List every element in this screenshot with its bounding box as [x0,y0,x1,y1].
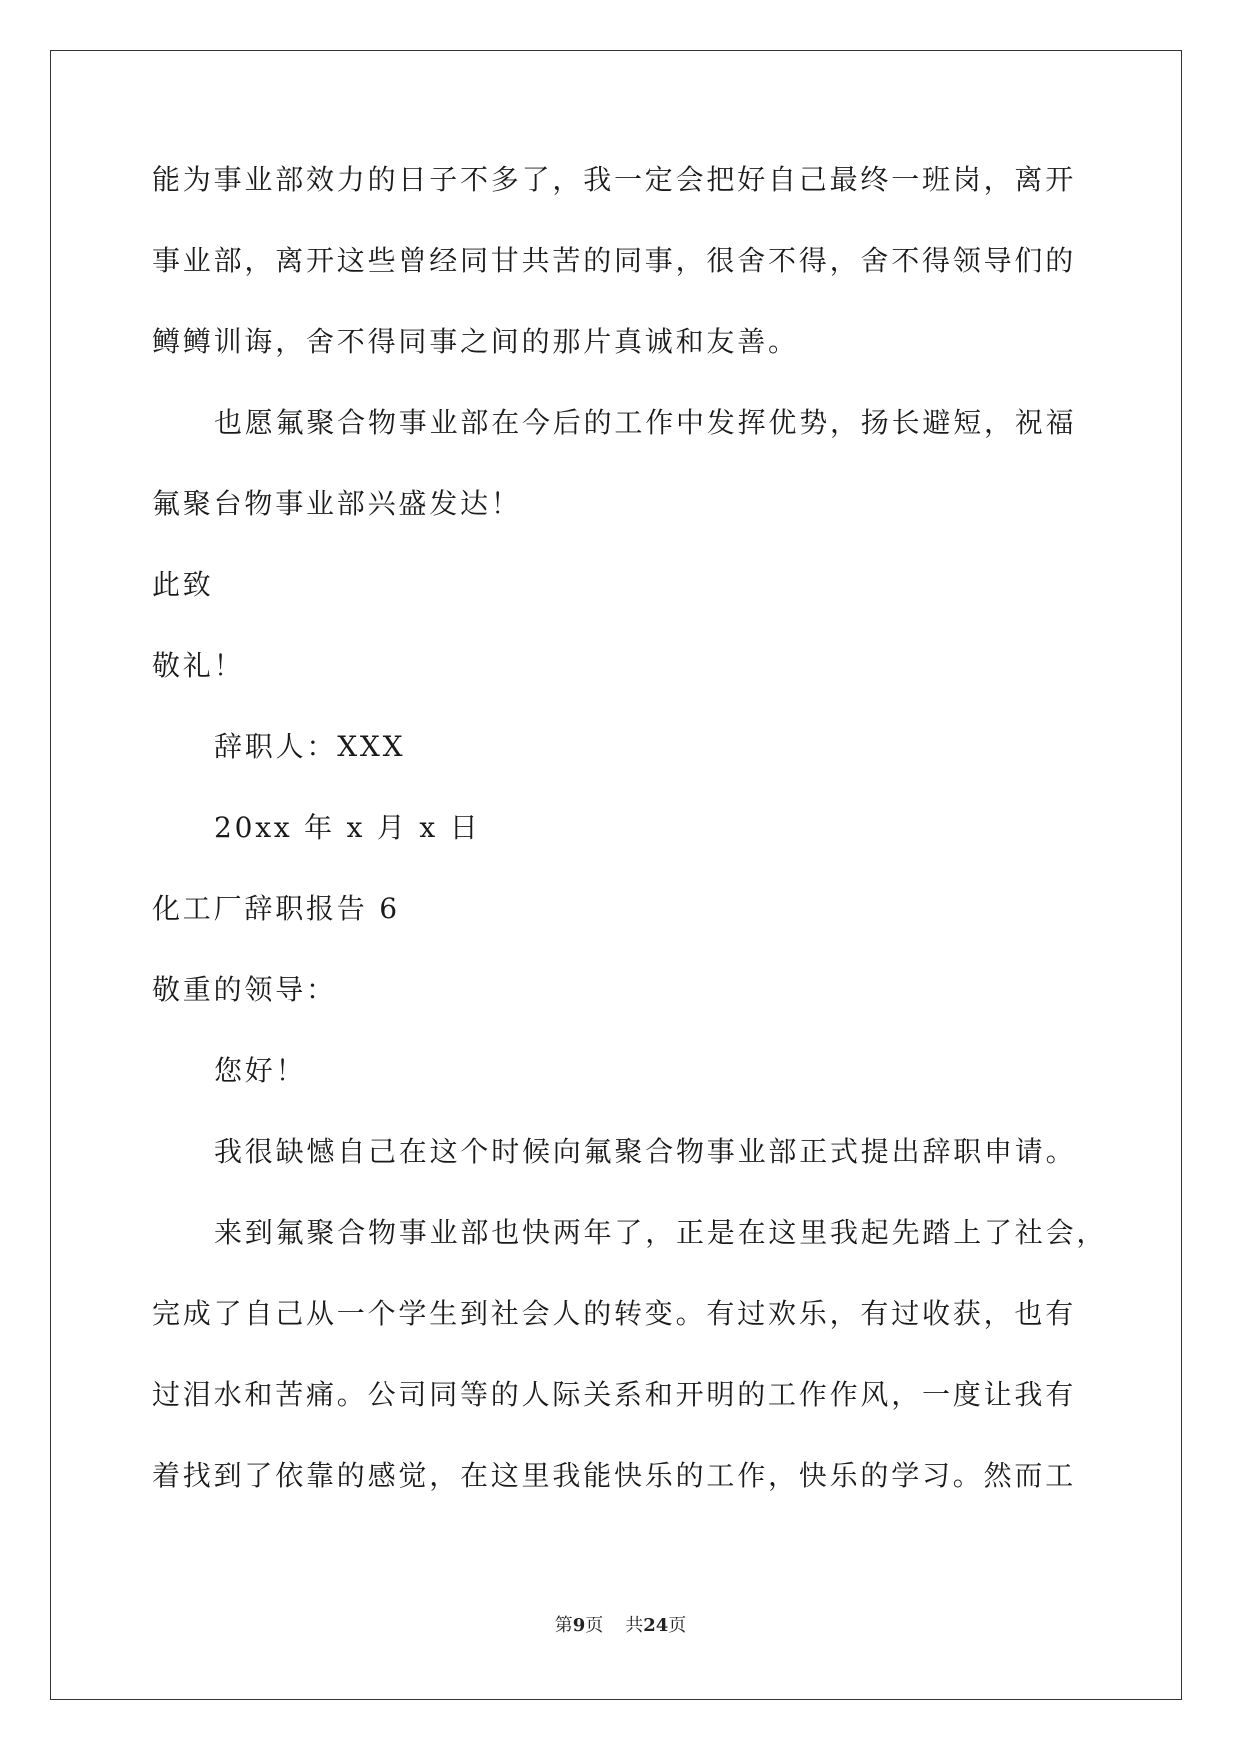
date-line: 20xx 年 x 月 x 日 [214,811,481,844]
text-line: 鳟鳟训诲，舍不得同事之间的那片真诚和友善。 [152,325,799,358]
text-line: 事业部，离开这些曾经同甘共苦的同事，很舍不得，舍不得领导们的 [152,244,1077,277]
paragraph-start-line: 也愿氟聚合物事业部在今后的工作中发挥优势，扬长避短，祝福 [214,406,1077,439]
greeting-hello: 您好！ [214,1054,307,1087]
footer-page-suffix: 页 [585,1615,604,1636]
closing-regards: 敬礼！ [152,649,245,682]
text-line: 完成了自己从一个学生到社会人的转变。有过欢乐，有过收获，也有 [152,1297,1077,1330]
footer-total-suffix: 页 [668,1615,687,1636]
text-line: 氟聚台物事业部兴盛发达！ [152,487,522,520]
page-border [50,50,1182,1700]
footer-total-prefix: 共 [625,1615,644,1636]
signature-line: 辞职人：XXX [214,730,406,763]
greeting: 敬重的领导： [152,973,337,1006]
page-footer [0,1614,1241,1638]
total-pages-number: 24 [643,1615,669,1636]
footer-prefix: 第 [554,1615,573,1636]
text-line: 着找到了依靠的感觉，在这里我能快乐的工作，快乐的学习。然而工 [152,1459,1077,1492]
paragraph-start-line: 我很缺憾自己在这个时候向氟聚合物事业部正式提出辞职申请。 [214,1135,1077,1168]
closing-salutation: 此致 [152,568,214,601]
text-line: 能为事业部效力的日子不多了，我一定会把好自己最终一班岗，离开 [152,163,1077,196]
current-page-number: 9 [572,1615,586,1636]
section-heading: 化工厂辞职报告 6 [152,892,400,925]
paragraph-start-line: 来到氟聚合物事业部也快两年了，正是在这里我起先踏上了社会， [214,1216,1108,1249]
text-line: 过泪水和苦痛。公司同等的人际关系和开明的工作作风，一度让我有 [152,1378,1077,1411]
